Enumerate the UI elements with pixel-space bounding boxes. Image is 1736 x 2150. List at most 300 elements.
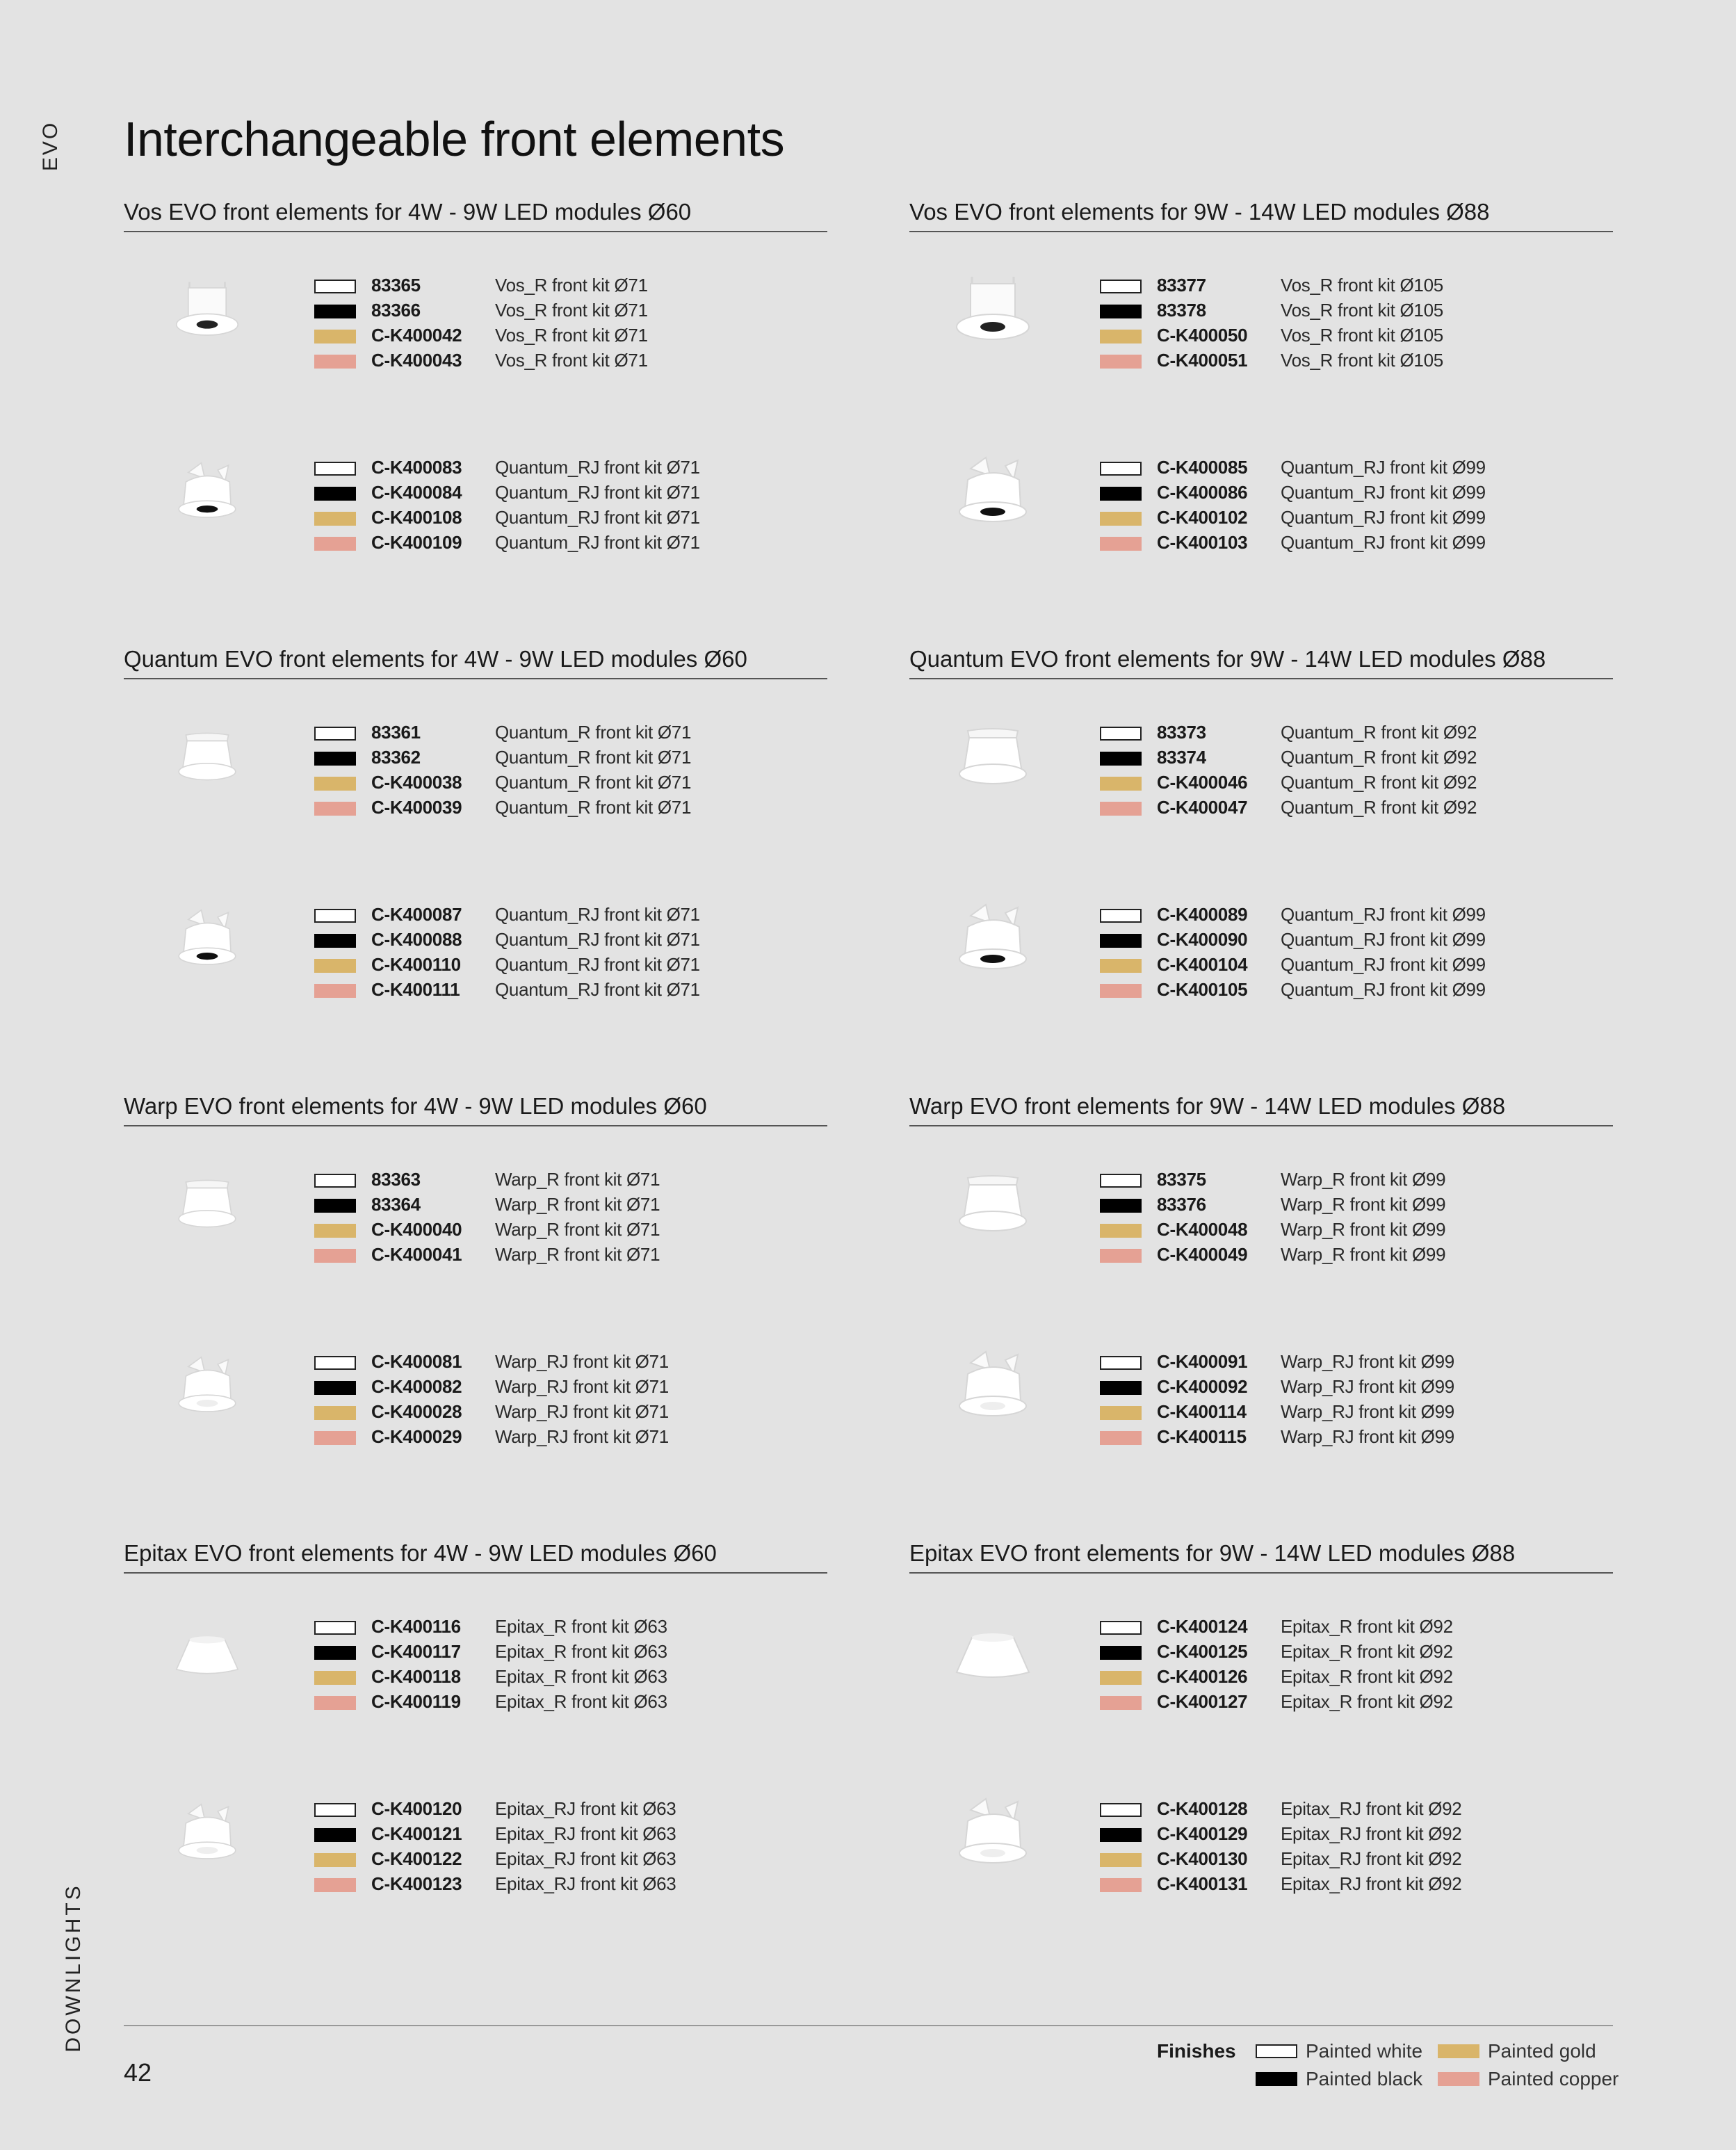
product-row bbox=[1100, 1614, 1587, 1639]
swatch-copper bbox=[1100, 984, 1142, 998]
product-row bbox=[314, 323, 801, 348]
legend-label: Painted black bbox=[1306, 2068, 1423, 2090]
product-code: C-K400118 bbox=[371, 1666, 461, 1687]
product-row bbox=[1100, 977, 1587, 1002]
product-row bbox=[1100, 1639, 1587, 1664]
product-description: Quantum_R front kit Ø92 bbox=[1281, 722, 1477, 743]
product-code: C-K400050 bbox=[1157, 325, 1248, 346]
product-description: Quantum_RJ front kit Ø99 bbox=[1281, 482, 1486, 503]
product-group bbox=[124, 720, 827, 824]
product-row bbox=[314, 1689, 801, 1714]
product-code: C-K400081 bbox=[371, 1351, 462, 1372]
product-description: Quantum_R front kit Ø71 bbox=[495, 722, 692, 743]
product-description: Quantum_RJ front kit Ø99 bbox=[1281, 507, 1486, 528]
quantum-rj-front-kit-icon bbox=[159, 892, 256, 989]
product-description: Epitax_R front kit Ø63 bbox=[495, 1616, 667, 1637]
product-row bbox=[314, 720, 801, 745]
quantum-rj-front-kit-icon bbox=[159, 445, 256, 542]
product-description: Epitax_RJ front kit Ø63 bbox=[495, 1848, 676, 1869]
quantum-rj-front-kit-icon bbox=[944, 892, 1041, 989]
swatch-white bbox=[314, 1356, 356, 1370]
warp-r-front-kit-icon bbox=[159, 1157, 256, 1254]
product-code: C-K400090 bbox=[1157, 929, 1248, 950]
product-group bbox=[909, 1796, 1613, 1900]
product-description: Quantum_R front kit Ø71 bbox=[495, 797, 692, 818]
warp-rj-front-kit-icon bbox=[944, 1339, 1041, 1437]
legend-label: Painted copper bbox=[1488, 2068, 1619, 2090]
product-row bbox=[314, 1664, 801, 1689]
product-description: Quantum_RJ front kit Ø99 bbox=[1281, 457, 1486, 478]
product-row bbox=[1100, 927, 1587, 952]
product-description: Vos_R front kit Ø105 bbox=[1281, 325, 1443, 346]
product-code: C-K400111 bbox=[371, 979, 460, 1000]
product-description: Epitax_RJ front kit Ø63 bbox=[495, 1798, 676, 1819]
product-description: Quantum_R front kit Ø71 bbox=[495, 772, 692, 793]
swatch-gold bbox=[314, 1406, 356, 1420]
product-row bbox=[314, 745, 801, 770]
product-row bbox=[1100, 505, 1587, 530]
product-row bbox=[314, 1871, 801, 1896]
swatch-gold bbox=[1100, 959, 1142, 973]
product-row bbox=[1100, 1821, 1587, 1846]
product-row bbox=[314, 1399, 801, 1424]
swatch-gold bbox=[314, 330, 356, 343]
product-code: 83366 bbox=[371, 300, 421, 321]
product-row bbox=[314, 1614, 801, 1639]
product-description: Quantum_RJ front kit Ø71 bbox=[495, 929, 700, 950]
product-row bbox=[314, 1424, 801, 1449]
product-code: C-K400117 bbox=[371, 1641, 461, 1662]
product-code: C-K400043 bbox=[371, 350, 462, 371]
swatch-white bbox=[1100, 727, 1142, 741]
product-description: Quantum_RJ front kit Ø99 bbox=[1281, 979, 1486, 1000]
product-code: C-K400084 bbox=[371, 482, 462, 503]
product-code: 83376 bbox=[1157, 1194, 1206, 1215]
epitax-rj-front-kit-icon bbox=[944, 1786, 1041, 1884]
product-code: C-K400091 bbox=[1157, 1351, 1248, 1372]
product-row bbox=[1100, 902, 1587, 927]
product-description: Vos_R front kit Ø105 bbox=[1281, 275, 1443, 296]
product-description: Warp_R front kit Ø99 bbox=[1281, 1194, 1446, 1215]
product-code: C-K400108 bbox=[371, 507, 462, 528]
product-section bbox=[909, 196, 1613, 553]
product-row bbox=[1100, 530, 1587, 555]
product-code: 83365 bbox=[371, 275, 421, 296]
product-description: Quantum_R front kit Ø92 bbox=[1281, 747, 1477, 768]
swatch-white bbox=[1100, 909, 1142, 923]
product-description: Vos_R front kit Ø71 bbox=[495, 275, 648, 296]
legend-label: Painted gold bbox=[1488, 2040, 1596, 2062]
swatch-copper bbox=[1100, 355, 1142, 369]
product-code: C-K400083 bbox=[371, 457, 462, 478]
product-row bbox=[1100, 770, 1587, 795]
product-description: Vos_R front kit Ø105 bbox=[1281, 350, 1443, 371]
product-code: 83373 bbox=[1157, 722, 1206, 743]
swatch-copper bbox=[314, 1431, 356, 1445]
swatch-copper bbox=[1100, 537, 1142, 551]
product-description: Epitax_R front kit Ø92 bbox=[1281, 1616, 1453, 1637]
product-row bbox=[314, 770, 801, 795]
swatch-black bbox=[1100, 1646, 1142, 1660]
quantum-r-front-kit-icon bbox=[159, 710, 256, 807]
product-row bbox=[1100, 273, 1587, 298]
product-description: Epitax_RJ front kit Ø92 bbox=[1281, 1798, 1462, 1819]
product-row bbox=[1100, 1349, 1587, 1374]
product-description: Warp_R front kit Ø71 bbox=[495, 1219, 660, 1240]
quantum-r-front-kit-icon bbox=[944, 710, 1041, 807]
product-code: C-K400130 bbox=[1157, 1848, 1248, 1869]
product-row bbox=[1100, 1846, 1587, 1871]
product-row bbox=[314, 505, 801, 530]
swatch-gold bbox=[1438, 2044, 1479, 2058]
legend-label: Painted white bbox=[1306, 2040, 1423, 2062]
product-row bbox=[314, 977, 801, 1002]
swatch-black bbox=[1100, 1828, 1142, 1842]
product-description: Vos_R front kit Ø71 bbox=[495, 325, 648, 346]
swatch-gold bbox=[314, 1224, 356, 1238]
product-description: Epitax_RJ front kit Ø92 bbox=[1281, 1873, 1462, 1894]
product-description: Warp_RJ front kit Ø71 bbox=[495, 1351, 669, 1372]
product-group bbox=[909, 1167, 1613, 1271]
swatch-black bbox=[314, 487, 356, 501]
product-code: C-K400046 bbox=[1157, 772, 1248, 793]
product-description: Warp_RJ front kit Ø99 bbox=[1281, 1351, 1454, 1372]
swatch-white bbox=[314, 462, 356, 476]
section-title: Vos EVO front elements for 4W - 9W LED modules Ø60 bbox=[124, 196, 827, 232]
product-row bbox=[314, 1846, 801, 1871]
swatch-white bbox=[1100, 280, 1142, 293]
footer-divider bbox=[124, 2025, 1613, 2026]
swatch-white bbox=[314, 280, 356, 293]
product-code: C-K400102 bbox=[1157, 507, 1248, 528]
product-code: C-K400103 bbox=[1157, 532, 1248, 553]
product-code: C-K400051 bbox=[1157, 350, 1248, 371]
product-code: C-K400110 bbox=[371, 954, 461, 975]
product-group bbox=[124, 1167, 827, 1271]
product-row bbox=[314, 1821, 801, 1846]
page-number: 42 bbox=[124, 2058, 152, 2087]
swatch-black bbox=[314, 1646, 356, 1660]
product-description: Epitax_RJ front kit Ø92 bbox=[1281, 1848, 1462, 1869]
page-title: Interchangeable front elements bbox=[124, 112, 785, 166]
swatch-gold bbox=[1100, 1224, 1142, 1238]
product-code: C-K400125 bbox=[1157, 1641, 1248, 1662]
product-group bbox=[124, 1349, 827, 1453]
section-title: Epitax EVO front elements for 9W - 14W LED modules Ø88 bbox=[909, 1537, 1613, 1574]
product-code: C-K400104 bbox=[1157, 954, 1248, 975]
product-code: C-K400109 bbox=[371, 532, 462, 553]
product-code: 83362 bbox=[371, 747, 421, 768]
product-section bbox=[124, 643, 827, 1000]
product-description: Quantum_RJ front kit Ø99 bbox=[1281, 904, 1486, 925]
product-row bbox=[314, 1639, 801, 1664]
product-row bbox=[314, 1242, 801, 1267]
product-code: C-K400029 bbox=[371, 1426, 462, 1447]
product-section bbox=[124, 1090, 827, 1447]
product-row bbox=[1100, 1242, 1587, 1267]
product-section bbox=[124, 196, 827, 553]
product-group bbox=[909, 455, 1613, 559]
product-row bbox=[314, 273, 801, 298]
section-title: Warp EVO front elements for 9W - 14W LED modules Ø88 bbox=[909, 1090, 1613, 1126]
product-section bbox=[909, 643, 1613, 1000]
product-code: C-K400092 bbox=[1157, 1376, 1248, 1397]
product-description: Epitax_R front kit Ø63 bbox=[495, 1691, 667, 1712]
product-row bbox=[1100, 323, 1587, 348]
warp-r-front-kit-icon bbox=[944, 1157, 1041, 1254]
product-group bbox=[124, 1614, 827, 1718]
swatch-black bbox=[314, 1828, 356, 1842]
product-description: Warp_RJ front kit Ø71 bbox=[495, 1376, 669, 1397]
swatch-black bbox=[1256, 2072, 1297, 2086]
product-code: C-K400131 bbox=[1157, 1873, 1248, 1894]
product-group bbox=[909, 902, 1613, 1006]
product-row bbox=[314, 530, 801, 555]
product-section bbox=[909, 1090, 1613, 1447]
product-code: C-K400028 bbox=[371, 1401, 462, 1422]
product-description: Warp_R front kit Ø71 bbox=[495, 1169, 660, 1190]
product-group bbox=[124, 902, 827, 1006]
product-description: Quantum_RJ front kit Ø99 bbox=[1281, 929, 1486, 950]
product-row bbox=[314, 348, 801, 373]
product-description: Warp_R front kit Ø71 bbox=[495, 1194, 660, 1215]
swatch-copper bbox=[314, 1696, 356, 1710]
swatch-gold bbox=[1100, 777, 1142, 791]
product-row bbox=[1100, 1689, 1587, 1714]
product-row bbox=[1100, 1871, 1587, 1896]
product-code: 83377 bbox=[1157, 275, 1206, 296]
product-code: C-K400039 bbox=[371, 797, 462, 818]
swatch-copper bbox=[1438, 2072, 1479, 2086]
product-row bbox=[314, 1796, 801, 1821]
product-row bbox=[314, 1217, 801, 1242]
product-description: Quantum_RJ front kit Ø71 bbox=[495, 954, 700, 975]
section-title: Vos EVO front elements for 9W - 14W LED modules Ø88 bbox=[909, 196, 1613, 232]
product-code: C-K400124 bbox=[1157, 1616, 1248, 1637]
product-code: C-K400105 bbox=[1157, 979, 1248, 1000]
product-description: Vos_R front kit Ø71 bbox=[495, 300, 648, 321]
product-row bbox=[314, 480, 801, 505]
product-code: C-K400085 bbox=[1157, 457, 1248, 478]
swatch-gold bbox=[314, 1853, 356, 1867]
product-code: 83375 bbox=[1157, 1169, 1206, 1190]
product-code: C-K400120 bbox=[371, 1798, 462, 1819]
product-description: Epitax_R front kit Ø63 bbox=[495, 1666, 667, 1687]
warp-rj-front-kit-icon bbox=[159, 1339, 256, 1437]
product-code: C-K400127 bbox=[1157, 1691, 1248, 1712]
swatch-black bbox=[314, 1199, 356, 1213]
product-row bbox=[1100, 745, 1587, 770]
product-group bbox=[909, 720, 1613, 824]
product-group bbox=[124, 1796, 827, 1900]
product-description: Epitax_RJ front kit Ø63 bbox=[495, 1873, 676, 1894]
swatch-copper bbox=[1100, 1696, 1142, 1710]
product-code: C-K400042 bbox=[371, 325, 462, 346]
swatch-white bbox=[314, 1621, 356, 1635]
product-description: Warp_RJ front kit Ø71 bbox=[495, 1401, 669, 1422]
product-description: Warp_RJ front kit Ø99 bbox=[1281, 1401, 1454, 1422]
swatch-gold bbox=[314, 512, 356, 526]
section-title: Quantum EVO front elements for 4W - 9W LED modules Ø60 bbox=[124, 643, 827, 679]
product-row bbox=[314, 1192, 801, 1217]
product-description: Epitax_R front kit Ø92 bbox=[1281, 1691, 1453, 1712]
product-code: 83363 bbox=[371, 1169, 421, 1190]
swatch-black bbox=[1100, 1199, 1142, 1213]
swatch-white bbox=[1256, 2044, 1297, 2058]
product-code: C-K400089 bbox=[1157, 904, 1248, 925]
epitax-r-front-kit-icon bbox=[159, 1604, 256, 1702]
product-description: Quantum_RJ front kit Ø71 bbox=[495, 507, 700, 528]
quantum-rj-front-kit-icon bbox=[944, 445, 1041, 542]
swatch-black bbox=[1100, 487, 1142, 501]
epitax-r-front-kit-icon bbox=[944, 1604, 1041, 1702]
swatch-white bbox=[1100, 1356, 1142, 1370]
product-code: C-K400123 bbox=[371, 1873, 462, 1894]
swatch-white bbox=[1100, 1621, 1142, 1635]
swatch-gold bbox=[1100, 1406, 1142, 1420]
product-code: C-K400038 bbox=[371, 772, 462, 793]
swatch-black bbox=[1100, 305, 1142, 318]
product-row bbox=[1100, 1664, 1587, 1689]
swatch-gold bbox=[1100, 512, 1142, 526]
swatch-copper bbox=[314, 355, 356, 369]
product-code: C-K400048 bbox=[1157, 1219, 1248, 1240]
product-description: Epitax_R front kit Ø92 bbox=[1281, 1666, 1453, 1687]
product-code: C-K400122 bbox=[371, 1848, 462, 1869]
section-title: Warp EVO front elements for 4W - 9W LED modules Ø60 bbox=[124, 1090, 827, 1126]
swatch-gold bbox=[314, 959, 356, 973]
product-description: Warp_RJ front kit Ø99 bbox=[1281, 1376, 1454, 1397]
side-label-downlights: DOWNLIGHTS bbox=[62, 1883, 85, 2053]
product-description: Vos_R front kit Ø71 bbox=[495, 350, 648, 371]
product-section bbox=[124, 1537, 827, 1894]
swatch-white bbox=[1100, 1803, 1142, 1817]
product-code: 83374 bbox=[1157, 747, 1206, 768]
product-section bbox=[909, 1537, 1613, 1894]
swatch-gold bbox=[314, 1671, 356, 1685]
product-row bbox=[1100, 1374, 1587, 1399]
product-row bbox=[314, 927, 801, 952]
swatch-copper bbox=[314, 1249, 356, 1263]
product-description: Epitax_RJ front kit Ø63 bbox=[495, 1823, 676, 1844]
product-description: Warp_R front kit Ø99 bbox=[1281, 1219, 1446, 1240]
product-row bbox=[1100, 1167, 1587, 1192]
product-description: Epitax_R front kit Ø92 bbox=[1281, 1641, 1453, 1662]
section-title: Epitax EVO front elements for 4W - 9W LED modules Ø60 bbox=[124, 1537, 827, 1574]
product-code: 83364 bbox=[371, 1194, 421, 1215]
product-description: Warp_RJ front kit Ø99 bbox=[1281, 1426, 1454, 1447]
product-row bbox=[1100, 1796, 1587, 1821]
epitax-rj-front-kit-icon bbox=[159, 1786, 256, 1884]
product-code: C-K400128 bbox=[1157, 1798, 1248, 1819]
product-description: Epitax_RJ front kit Ø92 bbox=[1281, 1823, 1462, 1844]
product-description: Quantum_RJ front kit Ø71 bbox=[495, 482, 700, 503]
product-description: Quantum_R front kit Ø92 bbox=[1281, 772, 1477, 793]
section-title: Quantum EVO front elements for 9W - 14W LED modules Ø88 bbox=[909, 643, 1613, 679]
product-code: C-K400116 bbox=[371, 1616, 461, 1637]
product-code: C-K400087 bbox=[371, 904, 462, 925]
product-row bbox=[1100, 1217, 1587, 1242]
swatch-copper bbox=[314, 537, 356, 551]
product-description: Quantum_R front kit Ø71 bbox=[495, 747, 692, 768]
swatch-white bbox=[314, 1803, 356, 1817]
product-code: C-K400115 bbox=[1157, 1426, 1247, 1447]
product-description: Quantum_RJ front kit Ø71 bbox=[495, 457, 700, 478]
product-code: C-K400082 bbox=[371, 1376, 462, 1397]
product-description: Warp_R front kit Ø99 bbox=[1281, 1169, 1446, 1190]
product-row bbox=[1100, 480, 1587, 505]
product-row bbox=[314, 298, 801, 323]
product-code: C-K400126 bbox=[1157, 1666, 1248, 1687]
product-description: Warp_RJ front kit Ø71 bbox=[495, 1426, 669, 1447]
product-row bbox=[314, 1374, 801, 1399]
swatch-black bbox=[314, 934, 356, 948]
product-code: C-K400114 bbox=[1157, 1401, 1247, 1422]
product-description: Quantum_R front kit Ø92 bbox=[1281, 797, 1477, 818]
product-row bbox=[1100, 1192, 1587, 1217]
swatch-copper bbox=[314, 984, 356, 998]
swatch-gold bbox=[1100, 330, 1142, 343]
product-description: Quantum_RJ front kit Ø71 bbox=[495, 979, 700, 1000]
product-row bbox=[314, 1167, 801, 1192]
product-row bbox=[314, 455, 801, 480]
product-description: Warp_R front kit Ø71 bbox=[495, 1244, 660, 1265]
swatch-black bbox=[1100, 752, 1142, 766]
swatch-copper bbox=[314, 802, 356, 816]
product-code: C-K400086 bbox=[1157, 482, 1248, 503]
product-description: Quantum_RJ front kit Ø99 bbox=[1281, 532, 1486, 553]
product-description: Quantum_RJ front kit Ø99 bbox=[1281, 954, 1486, 975]
product-row bbox=[1100, 952, 1587, 977]
side-label-evo: EVO bbox=[39, 120, 62, 172]
vos-r-front-kit-icon bbox=[159, 263, 256, 360]
product-group bbox=[124, 455, 827, 559]
product-code: C-K400119 bbox=[371, 1691, 461, 1712]
product-row bbox=[1100, 720, 1587, 745]
product-code: C-K400041 bbox=[371, 1244, 462, 1265]
product-description: Vos_R front kit Ø105 bbox=[1281, 300, 1443, 321]
product-group bbox=[909, 273, 1613, 377]
product-code: C-K400129 bbox=[1157, 1823, 1248, 1844]
product-group bbox=[124, 273, 827, 377]
swatch-copper bbox=[1100, 1249, 1142, 1263]
swatch-white bbox=[314, 1174, 356, 1188]
product-code: C-K400040 bbox=[371, 1219, 462, 1240]
product-group bbox=[909, 1349, 1613, 1453]
product-row bbox=[1100, 298, 1587, 323]
swatch-gold bbox=[1100, 1671, 1142, 1685]
swatch-copper bbox=[314, 1878, 356, 1892]
swatch-white bbox=[314, 727, 356, 741]
swatch-white bbox=[314, 909, 356, 923]
product-description: Quantum_RJ front kit Ø71 bbox=[495, 904, 700, 925]
product-code: 83378 bbox=[1157, 300, 1206, 321]
product-description: Warp_R front kit Ø99 bbox=[1281, 1244, 1446, 1265]
product-row bbox=[314, 1349, 801, 1374]
swatch-gold bbox=[1100, 1853, 1142, 1867]
swatch-white bbox=[1100, 462, 1142, 476]
product-code: C-K400047 bbox=[1157, 797, 1248, 818]
swatch-black bbox=[1100, 934, 1142, 948]
product-row bbox=[1100, 795, 1587, 820]
product-code: C-K400121 bbox=[371, 1823, 462, 1844]
product-row bbox=[314, 952, 801, 977]
swatch-black bbox=[314, 1381, 356, 1395]
swatch-gold bbox=[314, 777, 356, 791]
swatch-copper bbox=[1100, 1878, 1142, 1892]
product-description: Epitax_R front kit Ø63 bbox=[495, 1641, 667, 1662]
product-code: 83361 bbox=[371, 722, 421, 743]
